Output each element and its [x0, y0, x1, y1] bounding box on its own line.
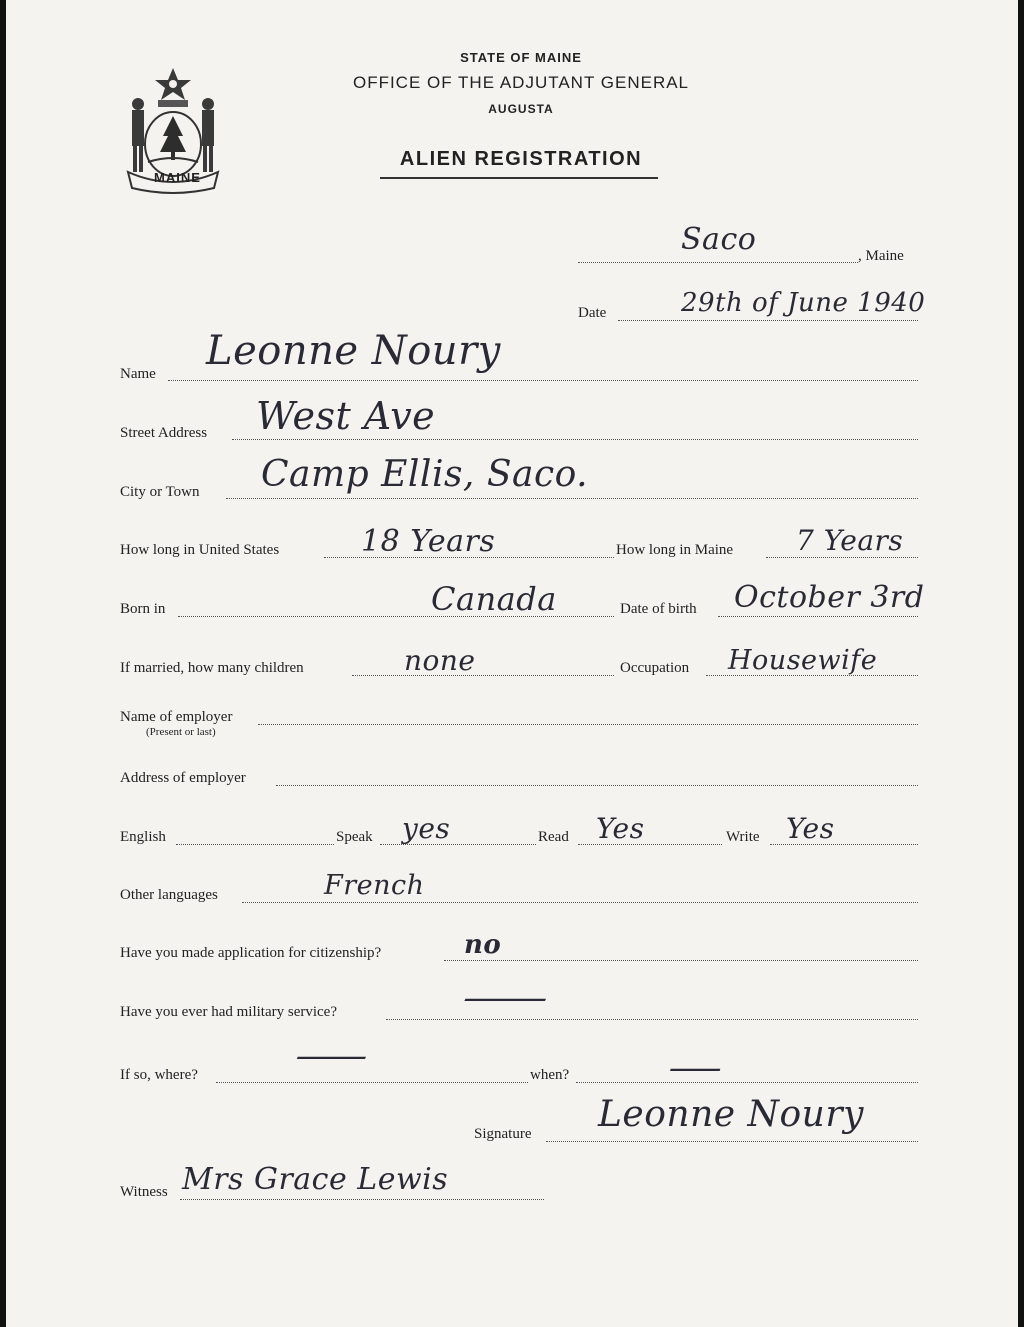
form-title: ALIEN REGISTRATION [399, 148, 643, 170]
children-value: none [404, 644, 476, 677]
signature-line [546, 1141, 918, 1142]
military-label: Have you ever had military service? [120, 1004, 337, 1020]
other-languages-value: French [324, 870, 425, 901]
place-line [578, 262, 858, 263]
city-town-value: Camp Ellis, Saco. [261, 454, 589, 495]
citizenship-label: Have you made application for citizenship? [120, 945, 382, 961]
when-value: — [668, 1048, 724, 1088]
born-in-value: Canada [431, 580, 557, 618]
date-label: Date [578, 305, 607, 321]
witness-line [180, 1199, 544, 1200]
us-years-value: 18 Years [361, 524, 496, 559]
employer-address-line [276, 785, 918, 786]
place-suffix: , Maine [858, 248, 904, 264]
birth-date-label: Date of birth [620, 601, 697, 617]
other-languages-label: Other languages [120, 887, 218, 903]
employer-name-sublabel: (Present or last) [146, 726, 216, 738]
place-city-value: Saco [681, 222, 757, 257]
speak-value: yes [402, 812, 451, 845]
witness-label: Witness [120, 1184, 168, 1200]
military-value: — [461, 978, 551, 1018]
write-value: Yes [786, 812, 835, 845]
speak-label: Speak [336, 829, 373, 845]
born-in-label: Born in [120, 601, 166, 617]
children-line [352, 675, 614, 676]
birth-date-line [718, 616, 918, 617]
read-label: Read [538, 829, 569, 845]
children-label: If married, how many children [120, 660, 304, 676]
occupation-value: Housewife [728, 645, 878, 676]
where-label: If so, where? [120, 1067, 198, 1083]
english-line [176, 844, 334, 845]
us-years-label: How long in United States [120, 542, 280, 558]
maine-years-value: 7 Years [796, 524, 904, 557]
english-label: English [120, 829, 166, 845]
employer-address-label: Address of employer [120, 770, 246, 786]
other-languages-line [242, 902, 918, 903]
header-office: OFFICE OF THE ADJUTANT GENERAL [352, 73, 690, 92]
date-line [618, 320, 918, 321]
street-label: Street Address [120, 425, 208, 441]
signature-value: Leonne Noury [598, 1094, 864, 1135]
birth-date-value: October 3rd [734, 580, 925, 615]
city-town-label: City or Town [120, 484, 200, 500]
where-line [216, 1082, 528, 1083]
name-line [168, 380, 918, 381]
when-label: when? [530, 1067, 570, 1083]
military-line [386, 1019, 918, 1020]
city-town-line [226, 498, 918, 499]
maine-years-line [766, 557, 918, 558]
date-value: 29th of June 1940 [681, 288, 926, 318]
where-value: — [294, 1036, 370, 1076]
header-state: STATE OF MAINE [460, 50, 582, 65]
street-line [232, 439, 918, 440]
read-value: Yes [596, 812, 645, 845]
title-underline [380, 177, 658, 179]
write-label: Write [726, 829, 760, 845]
maine-years-label: How long in Maine [616, 542, 734, 558]
seal-banner-text: MAINE [154, 170, 201, 185]
signature-label: Signature [474, 1126, 532, 1142]
occupation-label: Occupation [620, 660, 690, 676]
citizenship-value: no [464, 930, 502, 960]
employer-name-line [258, 724, 918, 725]
state-seal-icon [118, 64, 228, 194]
street-value: West Ave [256, 394, 436, 438]
employer-name-label: Name of employer [120, 709, 233, 725]
when-line [576, 1082, 918, 1083]
name-value: Leonne Noury [206, 328, 501, 374]
citizenship-line [444, 960, 918, 961]
name-label: Name [120, 366, 156, 382]
witness-value: Mrs Grace Lewis [182, 1162, 449, 1197]
header-city: AUGUSTA [488, 102, 554, 116]
